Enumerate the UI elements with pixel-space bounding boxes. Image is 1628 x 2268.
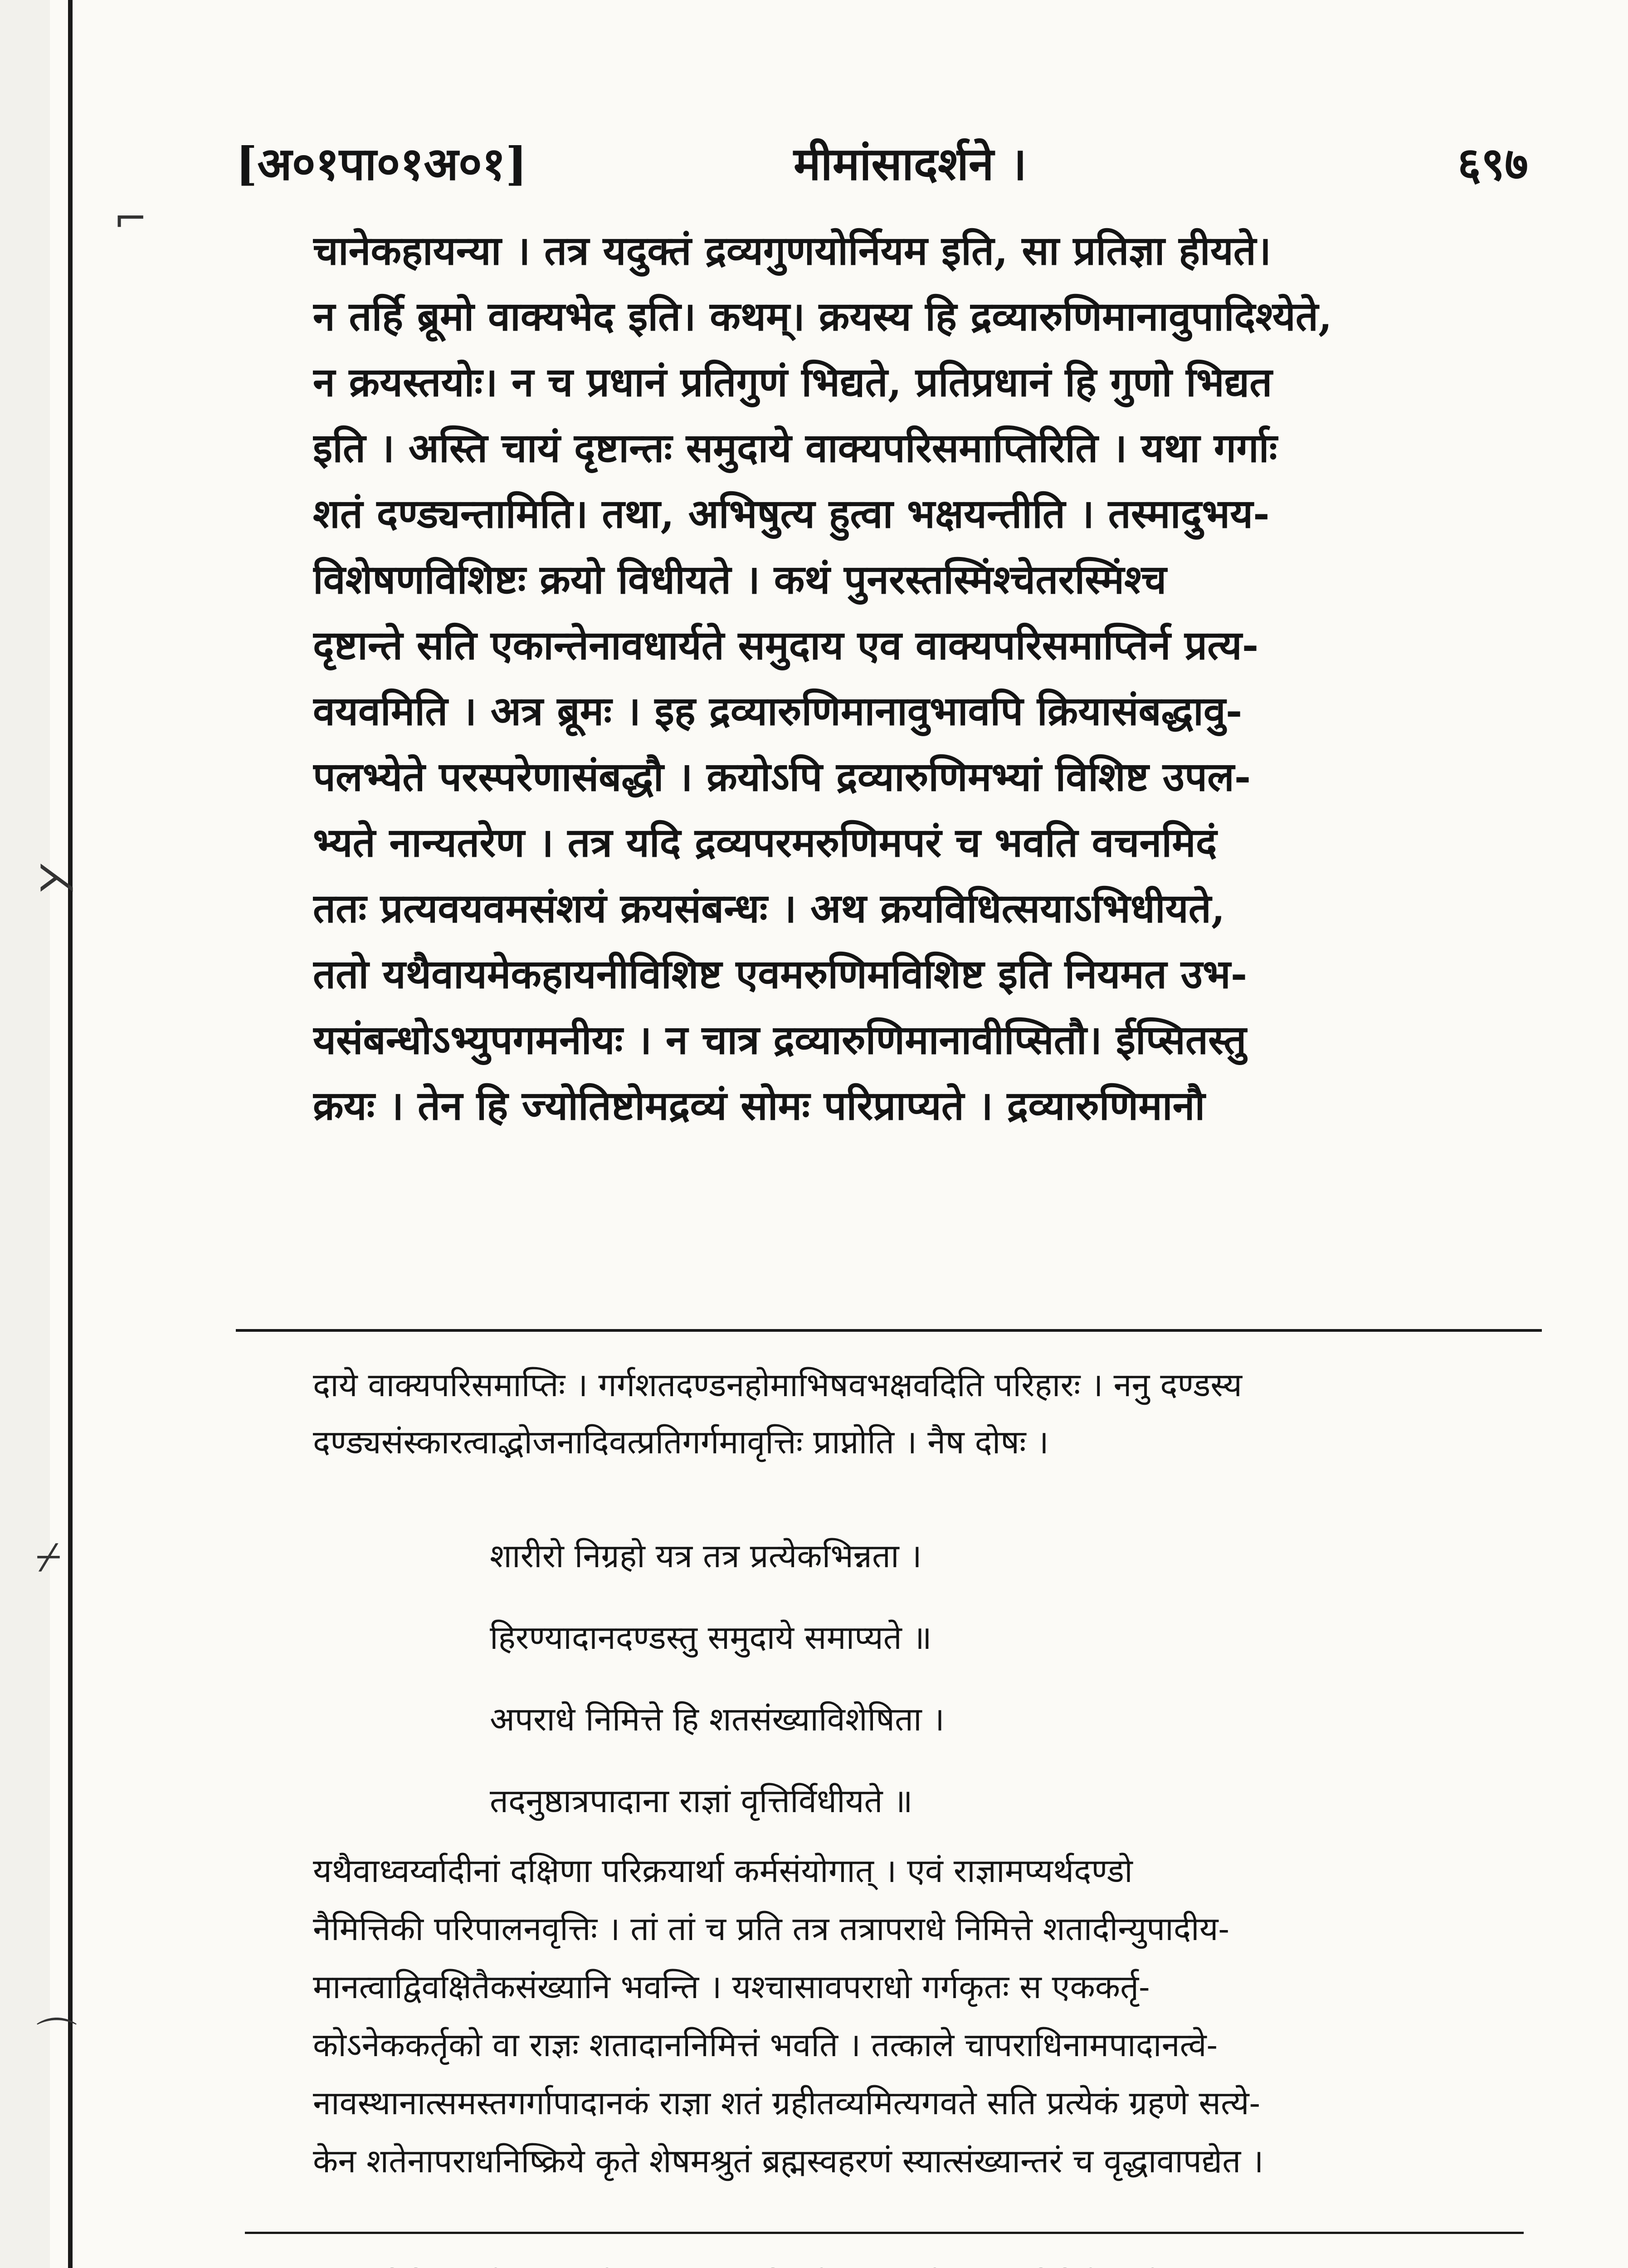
main-line: क्रयः । तेन हि ज्योतिष्टोमद्रव्यं सोमः परिप्राप्यते । द्रव्यारुणिमानौ [313, 1082, 1205, 1129]
verse-line: हिरण्यादानदण्डस्तु समुदाये समाप्यते ॥ [490, 1618, 932, 1657]
page-number: ६९७ [1457, 137, 1528, 191]
main-line: वयवमिति । अत्र ब्रूमः । इह द्रव्यारुणिमानावुभावपि क्रियासंबद्धावु- [313, 687, 1243, 734]
commentary-line: दाये वाक्यपरिसमाप्तिः । गर्गशतदण्डनहोमाभिषवभक्षवदिति परिहारः । ननु दण्डस्य [313, 1366, 1242, 1404]
commentary-line: केन शतेनापराधनिष्क्रिये कृते शेषमश्रुतं ब्रह्मस्वहरणं स्यात्संख्यान्तरं च वृद्धावापद्येत । [313, 2142, 1264, 2180]
margin-mark: ⌒ [36, 2014, 77, 2062]
commentary-line: यथैवाध्वर्य्वादीनां दक्षिणा परिक्रयार्था कर्मसंयोगात् । एवं राज्ञामप्यर्थदण्डो [313, 1852, 1133, 1890]
commentary-block [313, 1356, 1537, 1471]
main-line: पलभ्येते परस्परेणासंबद्धौ । क्रयोऽपि द्रव्यारुणिमभ्यां विशिष्ट उपल- [313, 753, 1251, 800]
main-line: न क्रयस्तयोः। न च प्रधानं प्रतिगुणं भिद्यते, प्रतिप्रधानं हि गुणो भिद्यत [313, 358, 1272, 406]
verse-line: शारीरो निग्रहो यत्र तत्र प्रत्येकभिन्नता । [490, 1537, 922, 1575]
main-line: न तर्हि ब्रूमो वाक्यभेद इति। कथम्। क्रयस्य हि द्रव्यारुणिमानावुपादिश्येते, [313, 293, 1332, 340]
main-line: इति । अस्ति चायं दृष्टान्तः समुदाये वाक्यपरिसमाप्तिरिति । यथा गर्गाः [313, 424, 1277, 471]
verse-line: अपराधे निमित्ते हि शतसंख्याविशेषिता । [490, 1700, 945, 1738]
commentary-line: नावस्थानात्समस्तगर्गापादानकं राज्ञा शतं ग्रहीतव्यमित्यगवते सति प्रत्येकं ग्रहणे सत्ये- [313, 2084, 1261, 2122]
verse-block [490, 1515, 1397, 1842]
binding-line [68, 0, 73, 2268]
margin-mark: ⋋ [36, 853, 77, 900]
commentary-line: मानत्वाद्विवक्षितैकसंख्यानि भवन्ति । यश्चासावपराधो गर्गकृतः स एककर्तृ- [313, 1968, 1150, 2006]
verse-line: तदनुष्ठात्रपादाना राज्ञां वृत्तिर्विधीयते ॥ [490, 1782, 913, 1820]
margin-mark: ⌿ [36, 1533, 61, 1581]
scan-edge [0, 0, 50, 2268]
commentary-line: दण्ड्यसंस्कारत्वाद्भोजनादिवत्प्रतिगर्गमावृत्तिः प्राप्नोति । नैष दोषः । [313, 1423, 1049, 1461]
main-text-block [313, 218, 1537, 1139]
main-line: शतं दण्ड्यन्तामिति। तथा, अभिषुत्य हुत्वा भक्षयन्तीति । तस्मादुभय- [313, 490, 1270, 537]
margin-mark: ⌐ [113, 195, 148, 243]
main-line: चानेकहायन्या । तत्र यदुक्तं द्रव्यगुणयोर्नियम इति, सा प्रतिज्ञा हीयते। [313, 227, 1272, 274]
main-line: भ्यते नान्यतरेण । तत्र यदि द्रव्यपरमरुणिमपरं च भवति वचनमिदं [313, 819, 1217, 866]
footnote-line [313, 2259, 1537, 2268]
main-line: ततो यथैवायमेकहायनीविशिष्ट एवमरुणिमविशिष्ट इति नियमत उभ- [313, 950, 1248, 997]
main-line: विशेषणविशिष्टः क्रयो विधीयते । कथं पुनरस्तस्मिंश्चेतरस्मिंश्च [313, 556, 1167, 603]
commentary-line: कोऽनेककर्तृको वा राज्ञः शतादाननिमित्तं भवति । तत्काले चापराधिनामपादानत्वे- [313, 2026, 1218, 2064]
page-header [236, 113, 1528, 195]
section-divider [236, 1329, 1542, 1332]
main-line: ततः प्रत्यवयवमसंशयं क्रयसंबन्धः । अथ क्रयविधित्सयाऽभिधीयते, [313, 885, 1225, 932]
footnote-block [313, 2259, 1537, 2268]
footnote-divider [245, 2232, 1524, 2234]
commentary-line: नैमित्तिकी परिपालनवृत्तिः । तां तां च प्रति तत्र तत्रापराधे निमित्ते शतादीन्युपादीय- [313, 1910, 1229, 1948]
main-line: दृष्टान्ते सति एकान्तेनावधार्यते समुदाय एव वाक्यपरिसमाप्तिर्न प्रत्य- [313, 621, 1259, 669]
main-line: यसंबन्धोऽभ्युपगमनीयः । न चात्र द्रव्यारुणिमानावीप्सितौ। ईप्सितस्तु [313, 1016, 1247, 1063]
commentary-block-2 [313, 1842, 1537, 2190]
section-reference: [अ०१पा०१अ०१] [236, 137, 527, 191]
running-title: मीमांसादर्शने । [794, 137, 1027, 191]
